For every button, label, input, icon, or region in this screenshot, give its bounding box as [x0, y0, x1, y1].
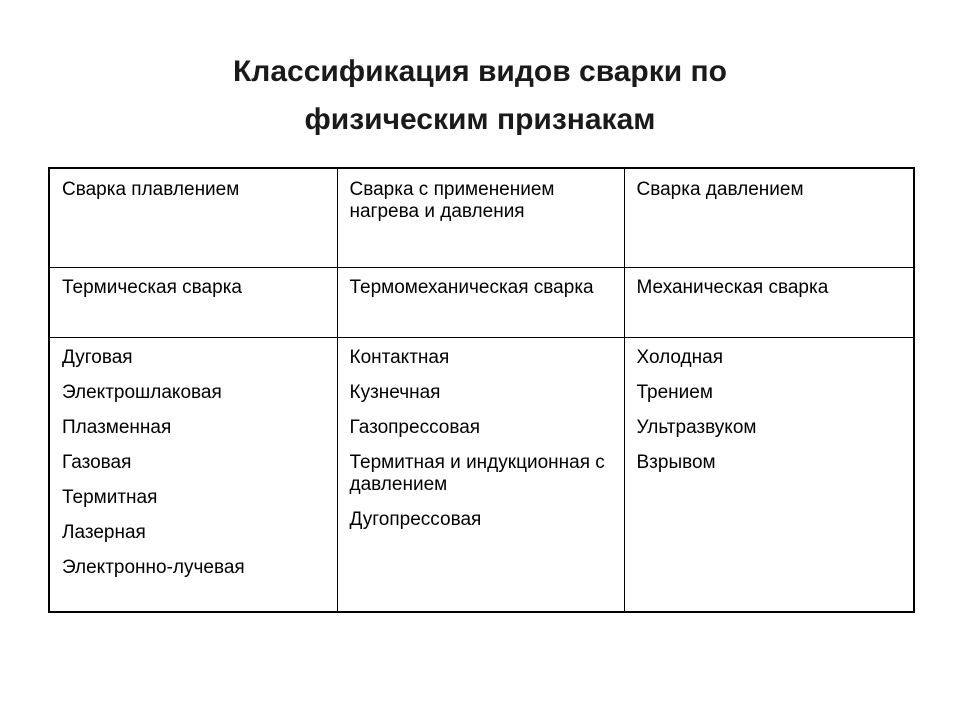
list-item: Плазменная [62, 417, 172, 438]
list-item: Газопрессовая [349, 417, 481, 438]
subheader-cell-thermomechanical: Термомеханическая сварка [337, 268, 624, 338]
list-item: Дугопрессовая [349, 509, 482, 530]
header-cell-pressure: Сварка давлением [624, 168, 914, 268]
subheader-cell-mechanical: Механическая сварка [624, 268, 914, 338]
list-item: Дуговая [62, 347, 133, 368]
methods-list-thermal [62, 347, 327, 579]
methods-cell-thermal [49, 338, 337, 613]
methods-cell-thermomechanical [337, 338, 624, 613]
list-item: Электрошлаковая [62, 382, 222, 403]
list-item: Лазерная [62, 522, 146, 543]
methods-list-thermomechanical [350, 347, 614, 531]
methods-cell-mechanical [624, 338, 914, 613]
table-row-headers [49, 168, 914, 268]
table-row-methods [49, 338, 914, 613]
header-cell-fusion: Сварка плавлением [49, 168, 337, 268]
subheader-cell-thermal: Термическая сварка [49, 268, 337, 338]
slide-title [0, 48, 960, 144]
list-item: Электронно-лучевая [62, 557, 245, 578]
header-cell-heat-pressure: Сварка с применением нагрева и давления [337, 168, 624, 268]
table-row-subheaders [49, 268, 914, 338]
list-item: Взрывом [636, 452, 716, 473]
slide-title-line-2: физическим признакам [304, 103, 656, 136]
list-item: Ультразвуком [636, 417, 757, 438]
list-item: Термитная и индукционная с давлением [349, 452, 605, 495]
list-item: Трением [636, 382, 713, 403]
slide-title-line-1: Классификация видов сварки по [233, 55, 727, 88]
classification-table [48, 167, 915, 613]
list-item: Термитная [62, 487, 158, 508]
methods-list-mechanical [637, 347, 904, 474]
list-item: Контактная [349, 347, 450, 368]
list-item: Газовая [62, 452, 132, 473]
list-item: Холодная [636, 347, 723, 368]
list-item: Кузнечная [349, 382, 441, 403]
